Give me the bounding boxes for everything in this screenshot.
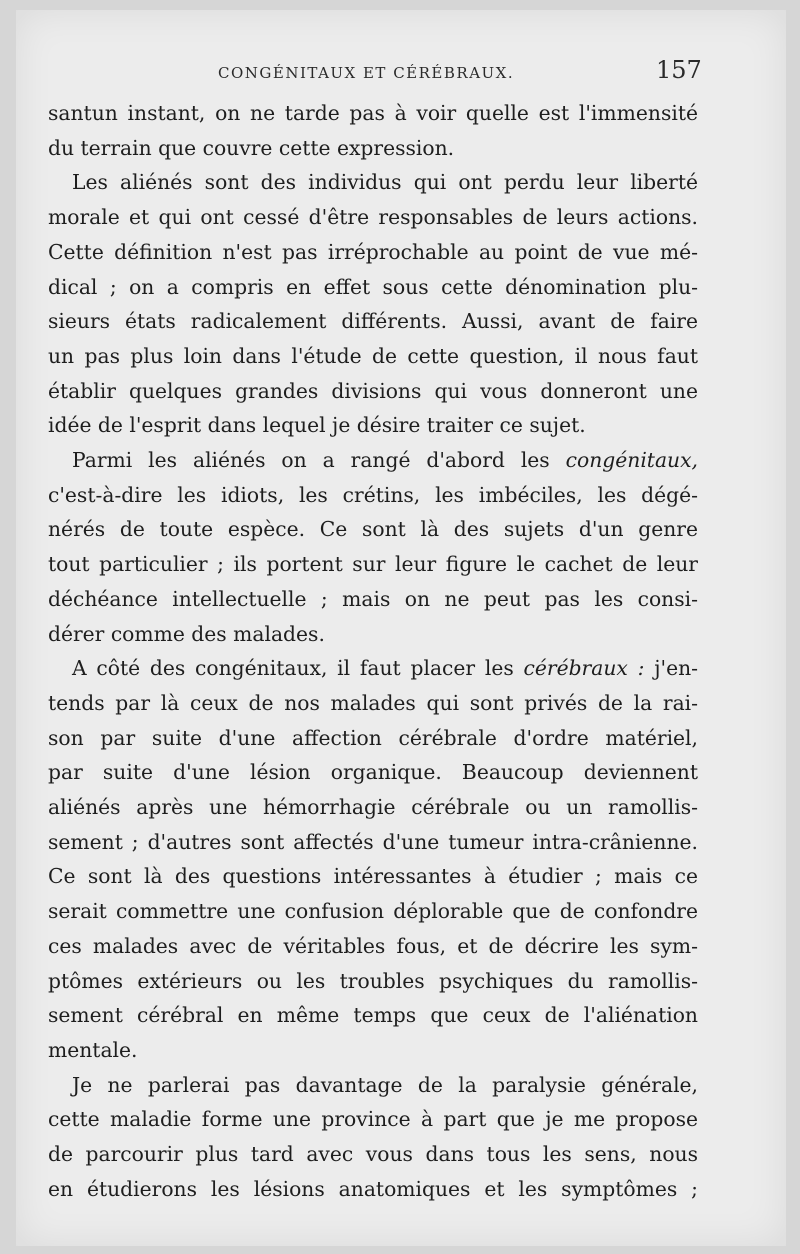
text-segment: Parmi les aliénés on a rangé d'abord les — [72, 448, 566, 473]
text-line: Ce sont là des questions intéressantes à étudier ; mais ce — [48, 864, 698, 889]
text-line: sieurs états radicalement différents. Aussi, avant de faire — [48, 309, 698, 334]
text-line: cette maladie forme une province à part que je me propose — [48, 1107, 698, 1132]
text-line: son par suite d'une affection cérébrale d'ordre matériel, — [48, 725, 698, 750]
text-line: tout particulier ; ils portent sur leur figure le cachet de leur — [48, 552, 698, 577]
text-line: ces malades avec de véritables fous, et de décrire les sym- — [48, 933, 698, 958]
text-line: de parcourir plus tard avec vous dans tous les sens, nous — [48, 1142, 698, 1167]
text-line: dical ; on a compris en effet sous cette dénomination plu- — [48, 274, 698, 299]
text-line: mentale. — [48, 1037, 138, 1062]
text-line: ptômes extérieurs ou les troubles psychiques du ramollis- — [48, 968, 698, 993]
text-line: en étudierons les lésions anatomiques et les symptômes ; — [48, 1176, 698, 1201]
text-segment: j'en- — [644, 656, 698, 681]
text-line — [48, 443, 698, 478]
text-line: établir quelques grandes divisions qui vous donneront une — [48, 378, 698, 403]
text-line: serait commettre une confusion déplorable que de confondre — [48, 899, 698, 924]
running-title: CONGÉNITAUX ET CÉRÉBRAUX. — [218, 64, 515, 82]
text-line: idée de l'esprit dans lequel je désire traiter ce sujet. — [48, 413, 586, 438]
text-line — [48, 651, 698, 686]
text-line: c'est-à-dire les idiots, les crétins, les imbéciles, les dégé- — [48, 482, 698, 507]
text-line: Cette définition n'est pas irréprochable au point de vue mé- — [48, 239, 698, 264]
italic-term-congenitaux: congénitaux, — [565, 448, 698, 473]
page-header — [16, 56, 786, 90]
page-number: 157 — [656, 56, 702, 84]
text-line: du terrain que couvre cette expression. — [48, 135, 455, 160]
text-line: santun instant, on ne tarde pas à voir quelle est l'immensité — [48, 101, 698, 125]
text-line: un pas plus loin dans l'étude de cette question, il nous faut — [48, 343, 698, 368]
text-line: morale et qui ont cessé d'être responsables de leurs actions. — [48, 205, 698, 230]
text-line: aliénés après une hémorrhagie cérébrale ou un ramollis- — [48, 795, 698, 820]
text-line: Les aliénés sont des individus qui ont perdu leur liberté — [72, 170, 698, 195]
text-line: déchéance intellectuelle ; mais on ne peut pas les consi- — [48, 586, 698, 611]
italic-term-cerebraux: cérébraux : — [523, 656, 645, 681]
text-line: sement cérébral en même temps que ceux de l'aliénation — [48, 1003, 698, 1028]
body-text — [48, 96, 698, 1207]
text-line: par suite d'une lésion organique. Beaucoup deviennent — [48, 760, 698, 785]
book-page — [16, 10, 786, 1246]
text-line: tends par là ceux de nos malades qui sont privés de la rai- — [48, 690, 698, 715]
text-line: sement ; d'autres sont affectés d'une tumeur intra-crânienne. — [48, 829, 698, 854]
text-line: nérés de toute espèce. Ce sont là des sujets d'un genre — [48, 517, 698, 542]
text-line: dérer comme des malades. — [48, 621, 325, 646]
text-line: Je ne parlerai pas davantage de la paralysie générale, — [72, 1072, 698, 1097]
text-segment: A côté des congénitaux, il faut placer les — [72, 656, 524, 681]
